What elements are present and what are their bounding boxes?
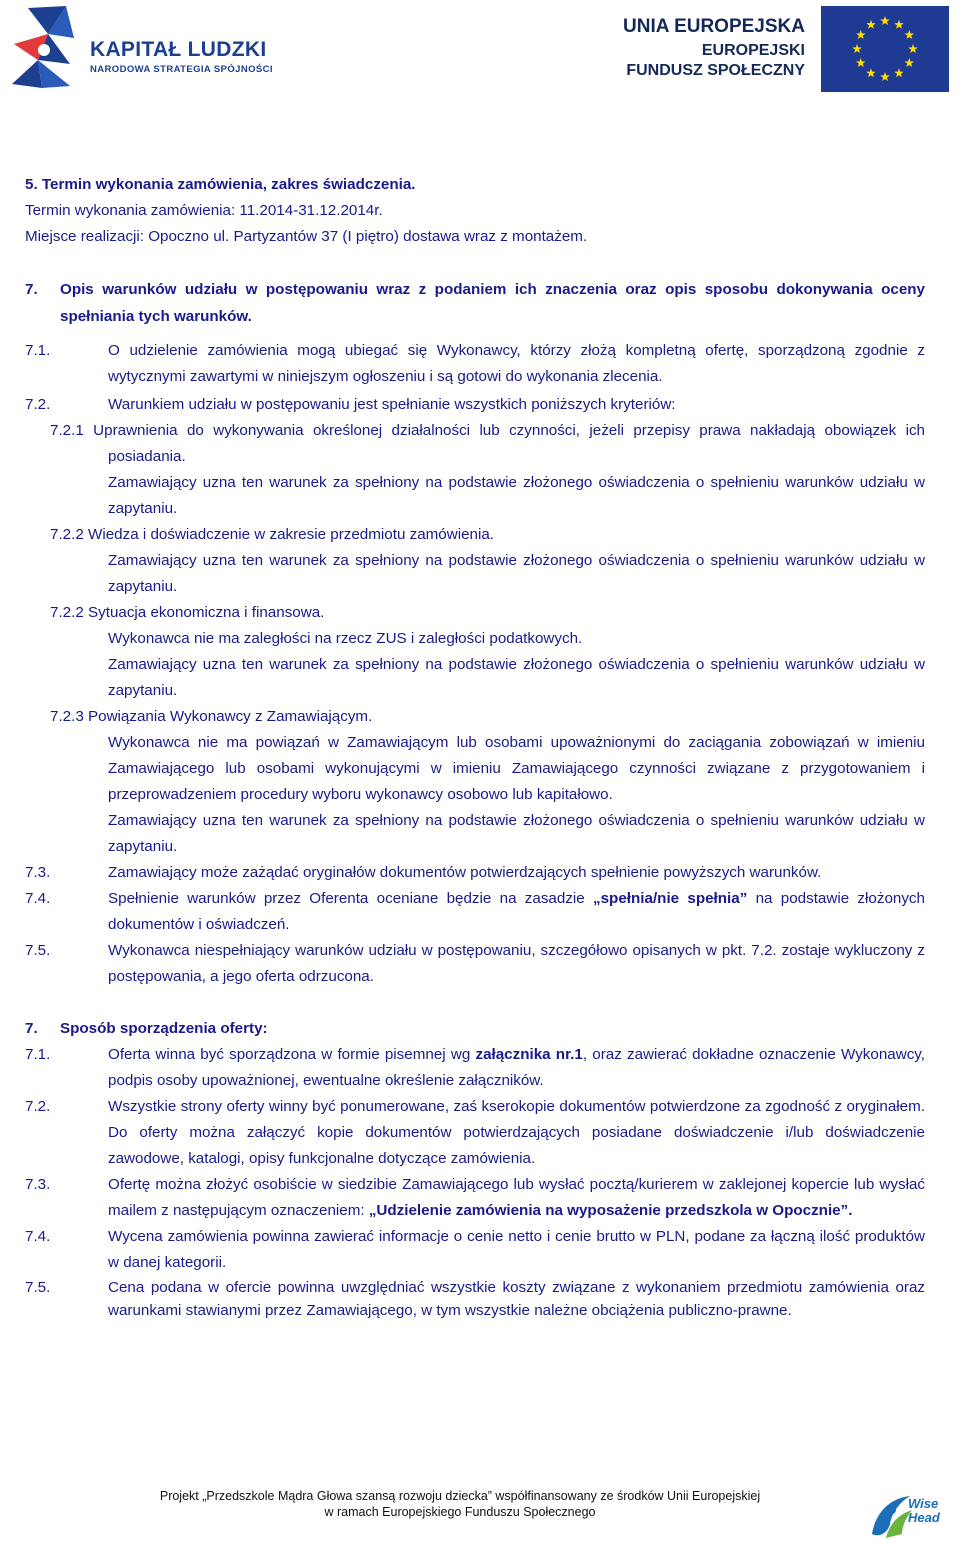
footer-line2: w ramach Europejskiego Funduszu Społecznego xyxy=(324,1505,596,1519)
paragraph-7-2-3-note: Zamawiający uzna ten warunek za spełniony na podstawie złożonego oświadczenia o spełnieniu warunków udziału w zapytaniu. xyxy=(108,812,925,855)
paragraph-7-2-3: 7.2.3 Powiązania Wykonawcy z Zamawiającym. xyxy=(50,708,373,725)
eu-flag-icon xyxy=(821,6,949,92)
footer xyxy=(0,1488,920,1520)
paragraph-7-2: 7.2. Warunkiem udziału w postępowaniu jest spełnianie wszystkich poniższych kryteriów: xyxy=(25,396,676,413)
paragraph-7-2-2b: 7.2.2 Sytuacja ekonomiczna i finansowa. xyxy=(50,604,325,621)
paragraph-7-2-2a-note: Zamawiający uzna ten warunek za spełniony na podstawie złożonego oświadczenia o spełnieniu warunków udziału w zapytaniu. xyxy=(108,552,925,595)
offer-paragraph-7-1: 7.1. Oferta winna być sporządzona w formie pisemnej wg załącznika nr.1, oraz zawierać dokładne oznaczenie Wykonawcy, podpis osoby upoważnionej, ewentualne określenie załączników. xyxy=(25,1046,925,1089)
section-7-number: 7. xyxy=(25,281,38,298)
wise-head-logo-text: Wise Head xyxy=(908,1496,940,1525)
paragraph-7-1: 7.1. O udzielenie zamówienia mogą ubiegać się Wykonawcy, którzy złożą kompletną ofertę, sporządzoną zgodnie z wytycznymi zawartymi w niniejszym ogłoszeniu i są gotowi do wykonania zlecenia. xyxy=(25,342,925,385)
section-7-title: Opis warunków udziału w postępowaniu wraz z podaniem ich znaczenia oraz opis sposobu dokonywania oceny spełniania tych warunków. xyxy=(60,281,925,325)
criterion-bold: „spełnia/nie spełnia” xyxy=(593,890,748,907)
kapital-ludzki-subtitle: NARODOWA STRATEGIA SPÓJNOŚCI xyxy=(90,64,273,75)
paragraph-7-2-2b-line: Wykonawca nie ma zaległości na rzecz ZUS i zaległości podatkowych. xyxy=(108,630,583,647)
paragraph-7-2-1-note: Zamawiający uzna ten warunek za spełniony na podstawie złożonego oświadczenia o spełnieniu warunków udziału w zapytaniu. xyxy=(108,474,925,517)
section-5-line1: Termin wykonania zamówienia: 11.2014-31.12.2014r. xyxy=(25,202,383,219)
kapital-ludzki-title: KAPITAŁ LUDZKI xyxy=(90,38,267,61)
section-5-line2: Miejsce realizacji: Opoczno ul. Partyzantów 37 (I piętro) dostawa wraz z montażem. xyxy=(25,228,588,245)
eu-logo xyxy=(620,4,955,94)
paragraph-7-2-3-line: Wykonawca nie ma powiązań w Zamawiającym lub osobami upoważnionymi do zaciągania zobowiązań w imieniu Zamawiającego lub osobami wykonującymi w imieniu Zamawiającego czynności związane z przygotowaniem i przeprowadzeniem procedury wyboru wykonawcy osobowo lub kapitałowo. xyxy=(108,734,925,803)
paragraph-7-4: 7.4. Spełnienie warunków przez Oferenta oceniane będzie na zasadzie „spełnia/nie spełnia” na podstawie złożonych dokumentów i oświadczeń. xyxy=(25,890,925,933)
section-7b-heading: 7. Sposób sporządzenia oferty: xyxy=(25,1020,268,1037)
paragraph-7-2-2b-note: Zamawiający uzna ten warunek za spełniony na podstawie złożonego oświadczenia o spełnieniu warunków udziału w zapytaniu. xyxy=(108,656,925,699)
section-5-heading: 5. Termin wykonania zamówienia, zakres świadczenia. xyxy=(25,176,416,193)
offer-paragraph-7-5: 7.5. Cena podana w ofercie powinna uwzględniać wszystkie koszty związane z wykonaniem przedmiotu zamówienia oraz warunkami stawianymi przez Zamawiającego, w tym wszystkie należne obciążenia publiczno-prawne. xyxy=(25,1279,925,1319)
kapital-ludzki-logo xyxy=(8,4,308,94)
paragraph-7-2-2a: 7.2.2 Wiedza i doświadczenie w zakresie przedmiotu zamówienia. xyxy=(50,526,495,543)
paragraph-7-3: 7.3. Zamawiający może zażądać oryginałów dokumentów potwierdzających spełnienie powyższych warunków. xyxy=(25,864,822,881)
kapital-ludzki-star-icon xyxy=(8,4,78,90)
document-body xyxy=(25,172,925,1322)
offer-paragraph-7-4: 7.4. Wycena zamówienia powinna zawierać informacje o cenie netto i cenie brutto w PLN, podane za łączną ilość produktów w danej kategorii. xyxy=(25,1228,925,1271)
footer-line1: Projekt „Przedszkole Mądra Głowa szansą rozwoju dziecka” współfinansowany ze środków Unii Europejskiej xyxy=(159,1489,761,1503)
section-7-heading xyxy=(25,276,925,330)
eu-logo-line2: EUROPEJSKI xyxy=(701,42,805,59)
offer-paragraph-7-3: 7.3. Ofertę można złożyć osobiście w siedzibie Zamawiającego lub wysłać pocztą/kurierem w zaklejonej kopercie lub wysłać mailem z następującym oznaczeniem: „Udzielenie zamówienia na wyposażenie przedszkola w Opocznie”. xyxy=(25,1176,925,1219)
eu-logo-line1: UNIA EUROPEJSKA xyxy=(623,16,805,37)
offer-paragraph-7-2: 7.2. Wszystkie strony oferty winny być ponumerowane, zaś kserokopie dokumentów potwierdzone za zgodność z oryginałem. Do oferty można załączyć kopie dokumentów potwierdzających posiadane doświadczenie i/lub doświadczenie zawodowe, katalogi, opisy funkcjonalne dotyczące zamówienia. xyxy=(25,1098,925,1167)
paragraph-7-5: 7.5. Wykonawca niespełniający warunków udziału w postępowaniu, szczegółowo opisanych w pkt. 7.2. zostaje wykluczony z postępowania, a jego oferta odrzucona. xyxy=(25,942,925,985)
eu-logo-line3: FUNDUSZ SPOŁECZNY xyxy=(626,62,805,79)
paragraph-7-2-1: 7.2.1 Uprawnienia do wykonywania określonej działalności lub czynności, jeżeli przepisy prawa nakładają obowiązek ich posiadania. xyxy=(50,422,925,465)
